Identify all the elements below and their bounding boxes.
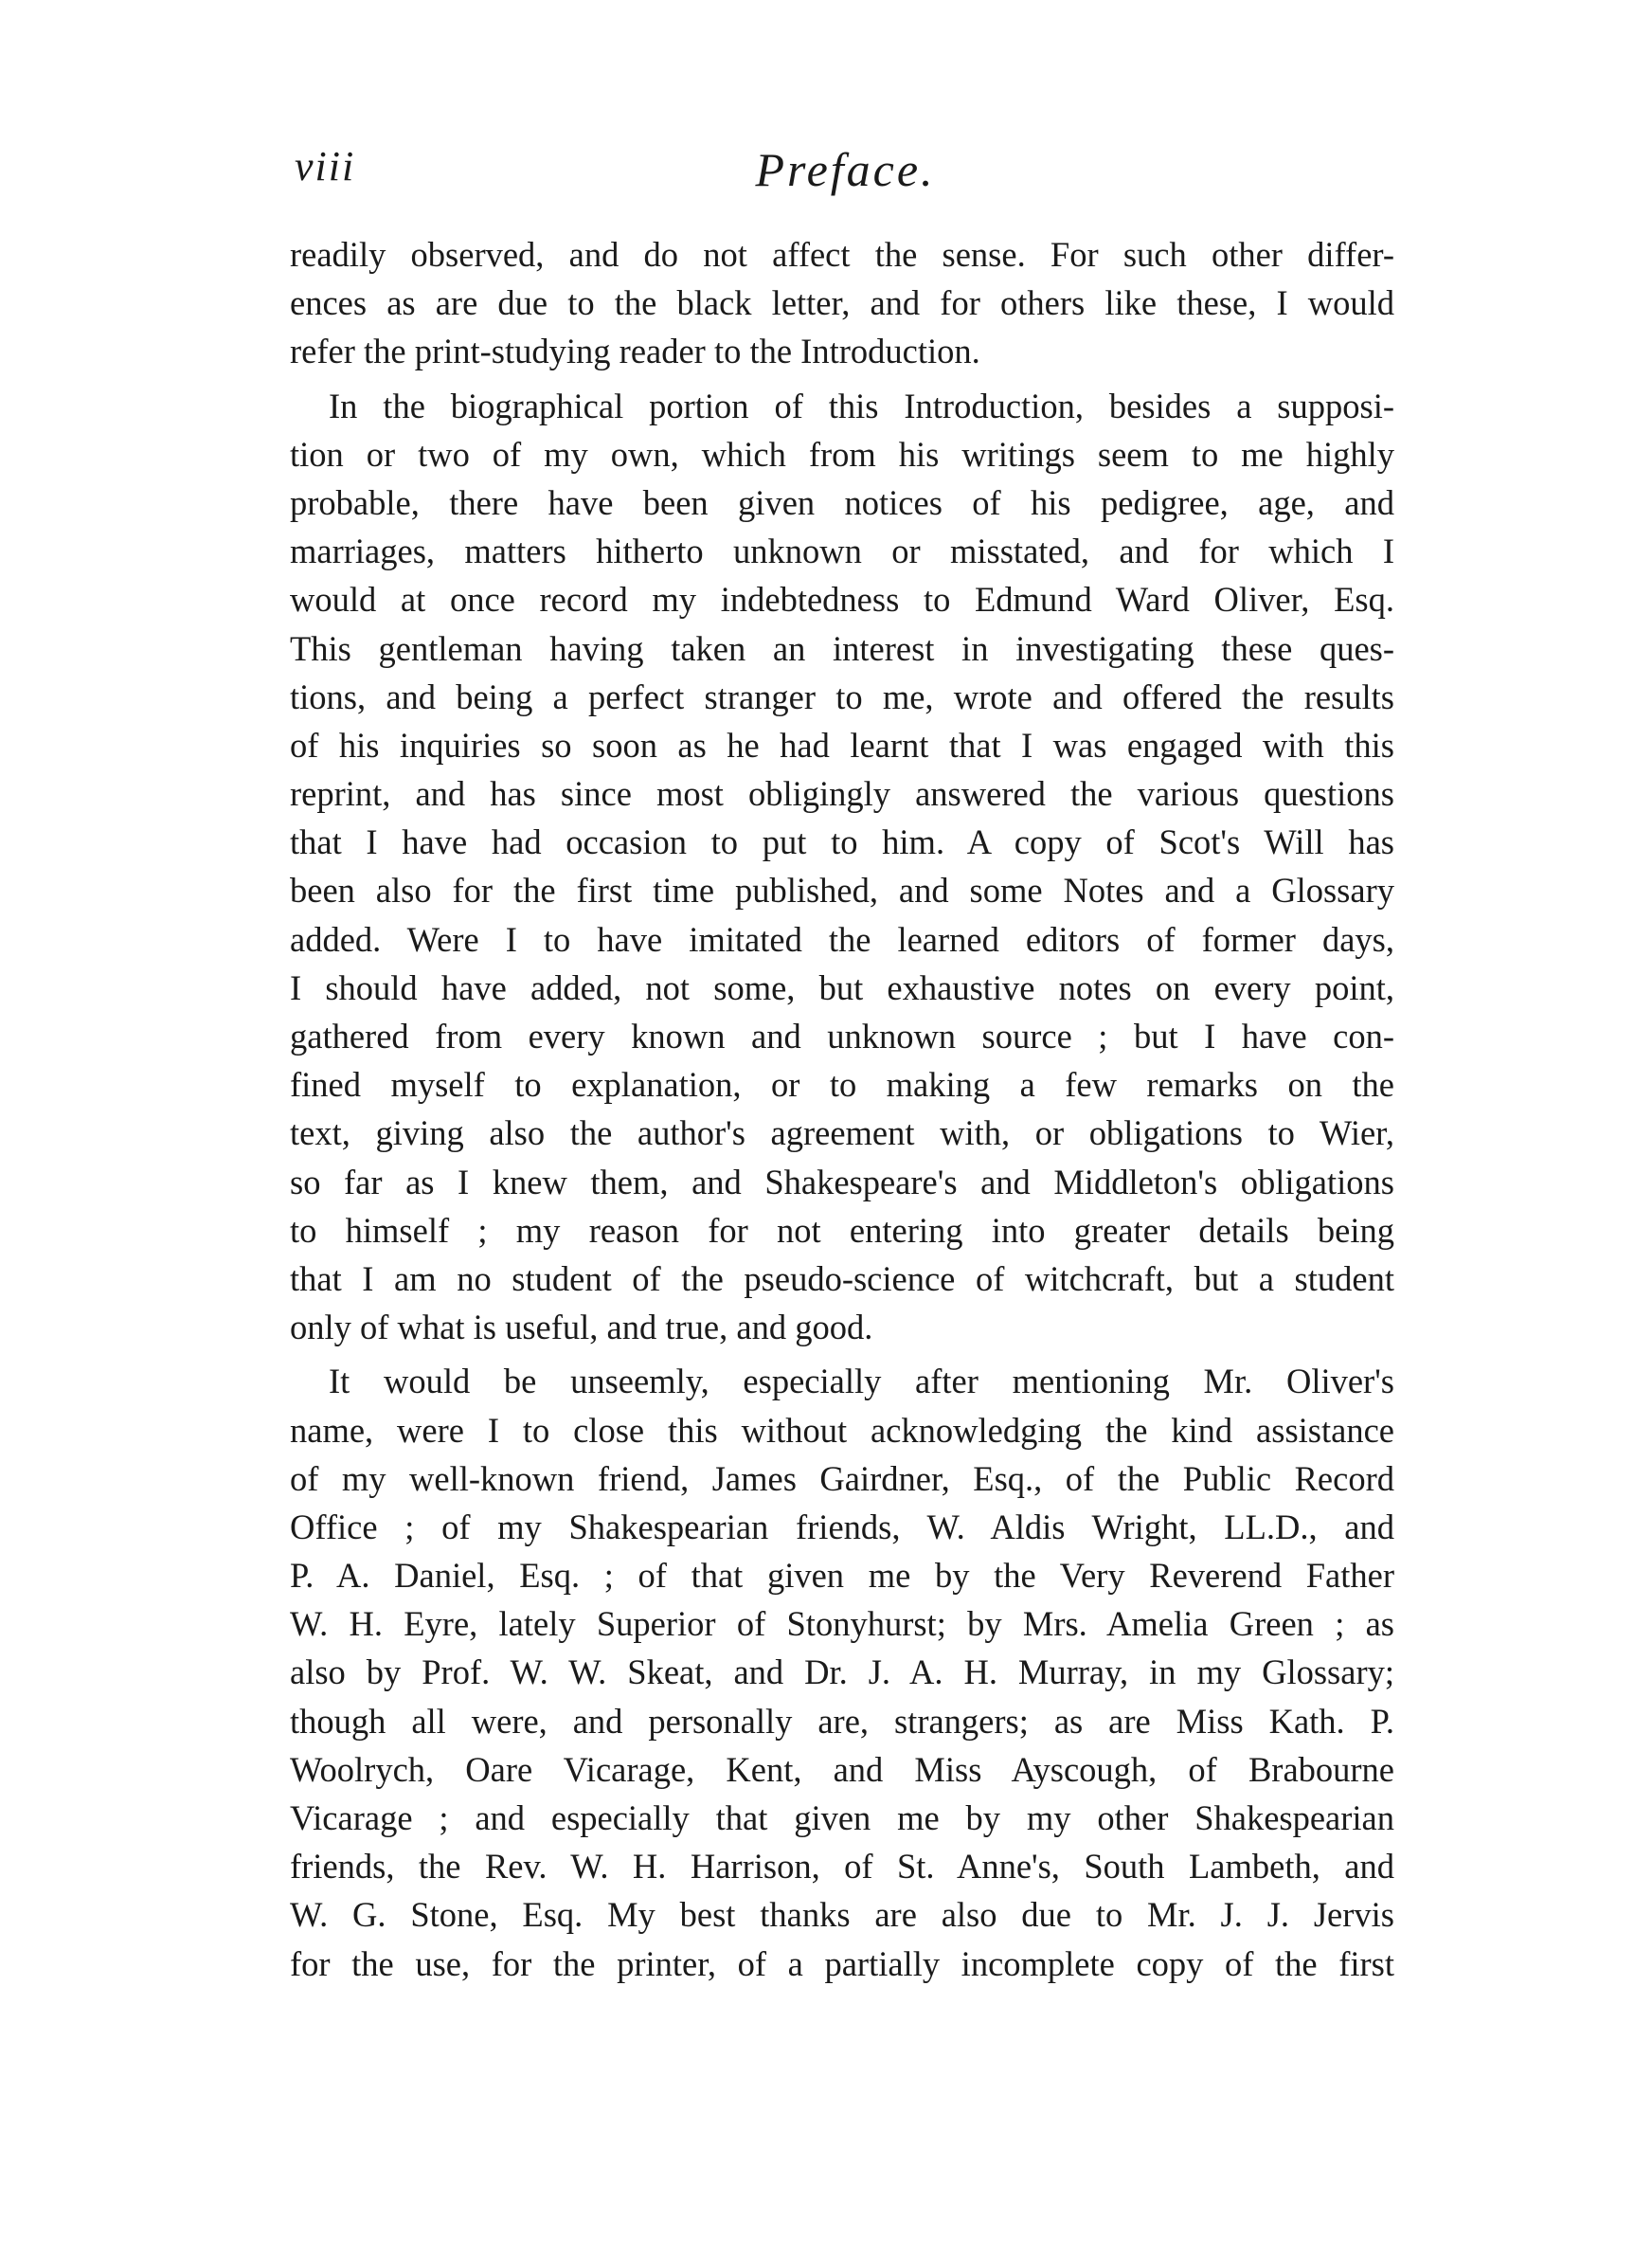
text-line: probable, there have been given notices of his pedigree, age, and: [290, 482, 1394, 522]
text-line: would at once record my indebtedness to Edmund Ward Oliver, Esq.: [290, 580, 1394, 620]
body-text: [290, 230, 1394, 1994]
text-line: It would be unseemly, especially after mentioning Mr. Oliver's: [329, 1362, 1394, 1401]
page-number: viii: [295, 143, 356, 190]
running-head: [289, 142, 1402, 199]
text-line: added. Were I to have imitated the learned editors of former days,: [290, 919, 1394, 959]
text-line: been also for the first time published, and some Notes and a Glossary: [290, 871, 1394, 911]
text-line: Woolrych, Oare Vicarage, Kent, and Miss Ayscough, of Brabourne: [290, 1749, 1394, 1789]
text-line: ences as are due to the black letter, and for others like these, I would: [290, 283, 1394, 323]
text-line: reprint, and has since most obligingly answered the various questions: [290, 774, 1394, 814]
text-line: readily observed, and do not affect the sense. For such other differ-: [290, 235, 1394, 274]
text-line: for the use, for the printer, of a partially incomplete copy of the first: [290, 1943, 1394, 1983]
text-line: only of what is useful, and true, and good.: [290, 1308, 873, 1347]
text-line: so far as I knew them, and Shakespeare's and Middleton's obligations: [290, 1162, 1394, 1201]
text-line: of my well-known friend, James Gairdner, Esq., of the Public Record: [290, 1458, 1394, 1498]
text-line: to himself ; my reason for not entering into greater details being: [290, 1210, 1394, 1250]
running-title: Preface.: [755, 143, 936, 196]
text-line: that I am no student of the pseudo-science of witchcraft, but a student: [290, 1258, 1394, 1298]
text-line: P. A. Daniel, Esq. ; of that given me by the Very Reverend Father: [290, 1556, 1394, 1596]
paragraph-1: [290, 230, 1394, 376]
text-line: W. H. Eyre, lately Superior of Stonyhurst; by Mrs. Amelia Green ; as: [290, 1604, 1394, 1644]
text-line: refer the print-studying reader to the Introduction.: [290, 332, 980, 371]
text-line: of his inquiries so soon as he had learnt that I was engaged with this: [290, 725, 1394, 765]
text-line: that I have had occasion to put to him. A copy of Scot's Will has: [290, 822, 1394, 862]
text-line: fined myself to explanation, or to making a few remarks on the: [290, 1065, 1394, 1105]
paragraph-3: [290, 1357, 1394, 1987]
text-line: name, were I to close this without acknowledging the kind assistance: [290, 1410, 1394, 1450]
text-line: W. G. Stone, Esq. My best thanks are also due to Mr. J. J. Jervis: [290, 1895, 1394, 1935]
text-line: Vicarage ; and especially that given me by my other Shakespearian: [290, 1798, 1394, 1837]
text-line: I should have added, not some, but exhaustive notes on every point,: [290, 967, 1394, 1007]
text-line: Office ; of my Shakespearian friends, W. Aldis Wright, LL.D., and: [290, 1507, 1394, 1546]
paragraph-2: [290, 382, 1394, 1352]
text-line: friends, the Rev. W. H. Harrison, of St. Anne's, South Lambeth, and: [290, 1847, 1394, 1887]
text-line: tion or two of my own, which from his writings seem to me highly: [290, 434, 1394, 474]
text-line: gathered from every known and unknown source ; but I have con-: [290, 1017, 1394, 1056]
text-line: In the biographical portion of this Introduction, besides a supposi-: [329, 386, 1394, 425]
text-line: text, giving also the author's agreement with, or obligations to Wier,: [290, 1113, 1394, 1153]
text-line: though all were, and personally are, strangers; as are Miss Kath. P.: [290, 1701, 1394, 1741]
text-line: marriages, matters hitherto unknown or misstated, and for which I: [290, 532, 1394, 571]
text-line: also by Prof. W. W. Skeat, and Dr. J. A. H. Murray, in my Glossary;: [290, 1652, 1394, 1692]
text-line: tions, and being a perfect stranger to me, wrote and offered the results: [290, 677, 1394, 716]
text-line: This gentleman having taken an interest in investigating these ques-: [290, 628, 1394, 668]
